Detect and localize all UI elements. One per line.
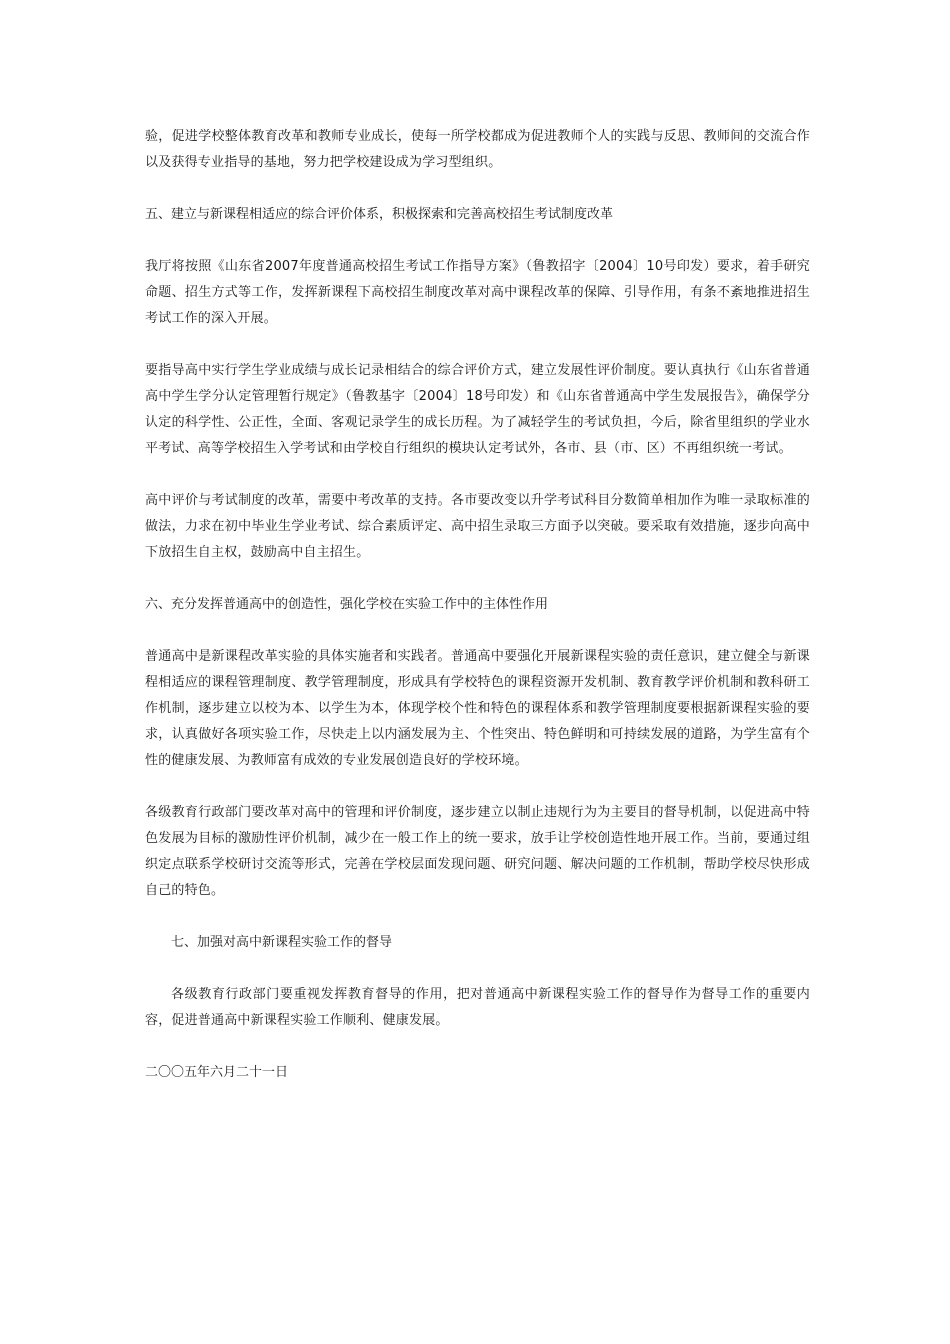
document-date: 二〇〇五年六月二十一日: [145, 1065, 289, 1080]
section-heading-6: 六、充分发挥普通高中的创造性，强化学校在实验工作中的主体性作用: [145, 597, 549, 612]
document-body: [145, 124, 810, 1099]
paragraph-1: 验，促进学校整体教育改革和教师专业成长，使每一所学校都成为促进教师个人的实践与反思、教师间的交流合作以及获得专业指导的基地，努力把学校建设成为学习型组织。: [145, 129, 810, 170]
paragraph-3: 要指导高中实行学生学业成绩与成长记录相结合的综合评价方式，建立发展性评价制度。要认真执行《山东省普通高中学生学分认定管理暂行规定》（鲁教基字〔2004〕18号印发）和《山东省普通高中学生发展报告》，确保学分认定的科学性、公正性，全面、客观记录学生的成长历程。为了减轻学生的考试负担，今后，除省里组织的学业水平考试、高等学校招生入学考试和由学校自行组织的模块认定考试外，各市、县（市、区）不再组织统一考试。: [145, 363, 810, 456]
paragraph-2: 我厅将按照《山东省2007年度普通高校招生考试工作指导方案》（鲁教招字〔2004〕10号印发）要求，着手研究命题、招生方式等工作，发挥新课程下高校招生制度改革对高中课程改革的保障、引导作用，有条不紊地推进招生考试工作的深入开展。: [145, 259, 810, 326]
section-heading-7: 七、加强对高中新课程实验工作的督导: [171, 935, 393, 950]
paragraph-5: 普通高中是新课程改革实验的具体实施者和实践者。普通高中要强化开展新课程实验的责任意识，建立健全与新课程相适应的课程管理制度、教学管理制度，形成具有学校特色的课程资源开发机制、教育教学评价机制和教科研工作机制，逐步建立以校为本、以学生为本，体现学校个性和特色的课程体系和教学管理制度要根据新课程实验的要求，认真做好各项实验工作，尽快走上以内涵发展为主、个性突出、特色鲜明和可持续发展的道路，为学生富有个性的健康发展、为教师富有成效的专业发展创造良好的学校环境。: [145, 649, 810, 768]
paragraph-6: 各级教育行政部门要改革对高中的管理和评价制度，逐步建立以制止违规行为为主要目的督导机制，以促进高中特色发展为目标的激励性评价机制，减少在一般工作上的统一要求，放手让学校创造性地开展工作。当前，要通过组织定点联系学校研讨交流等形式，完善在学校层面发现问题、研究问题、解决问题的工作机制，帮助学校尽快形成自己的特色。: [145, 805, 810, 898]
paragraph-7: 各级教育行政部门要重视发挥教育督导的作用，把对普通高中新课程实验工作的督导作为督导工作的重要内容，促进普通高中新课程实验工作顺利、健康发展。: [145, 987, 810, 1028]
section-heading-5: 五、建立与新课程相适应的综合评价体系，积极探索和完善高校招生考试制度改革: [145, 207, 614, 222]
paragraph-4: 高中评价与考试制度的改革，需要中考改革的支持。各市要改变以升学考试科目分数简单相加作为唯一录取标准的做法，力求在初中毕业生学业考试、综合素质评定、高中招生录取三方面予以突破。要采取有效措施，逐步向高中下放招生自主权，鼓励高中自主招生。: [145, 493, 810, 560]
